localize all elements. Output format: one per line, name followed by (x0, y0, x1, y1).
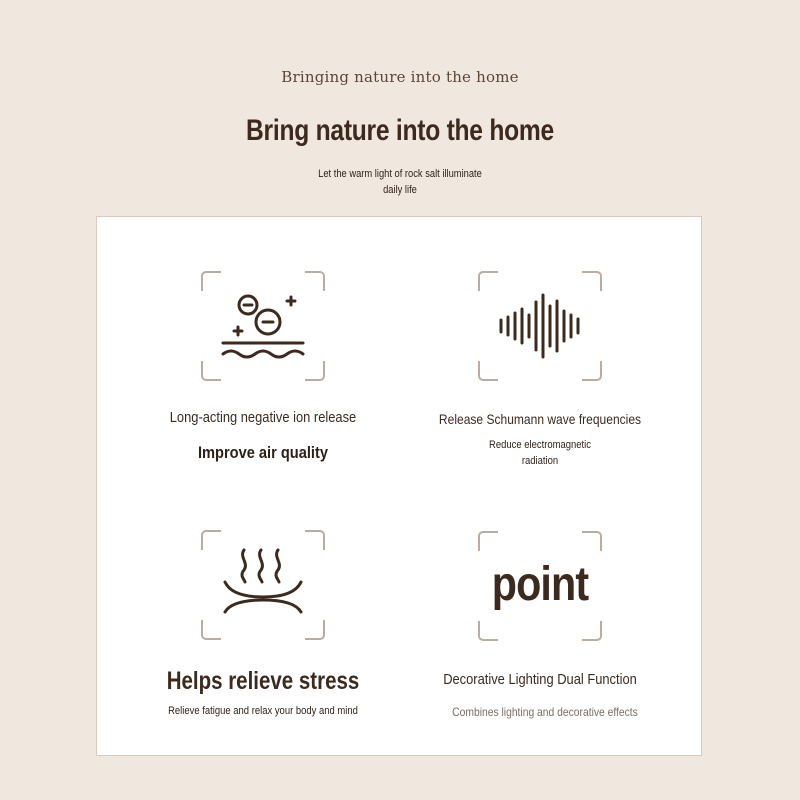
negative-ion-icon (201, 271, 325, 381)
feature-title: Decorative Lighting Dual Function (443, 671, 637, 688)
feature-description: Relieve fatigue and relax your body and mind (168, 705, 358, 717)
feature-description: Reduce electromagnetic radiation (488, 439, 592, 467)
point-word: point (491, 558, 589, 611)
feature-title: Helps relieve stress (166, 667, 360, 695)
feature-title: Release Schumann wave frequencies (438, 411, 642, 427)
point-text-icon (478, 531, 602, 641)
feature-description: Improve air quality (197, 443, 328, 462)
feature-description: Combines lighting and decorative effects (452, 705, 638, 719)
feature-title: Long-acting negative ion release (169, 409, 357, 426)
warmth-steam-icon (201, 530, 325, 640)
sound-wave-icon (478, 271, 602, 381)
features-card (96, 216, 702, 756)
page-subtitle: Let the warm light of rock salt illuminate daily life (318, 168, 482, 196)
page-title: Bring nature into the home (246, 114, 554, 147)
eyebrow-text: Bringing nature into the home (281, 68, 519, 86)
